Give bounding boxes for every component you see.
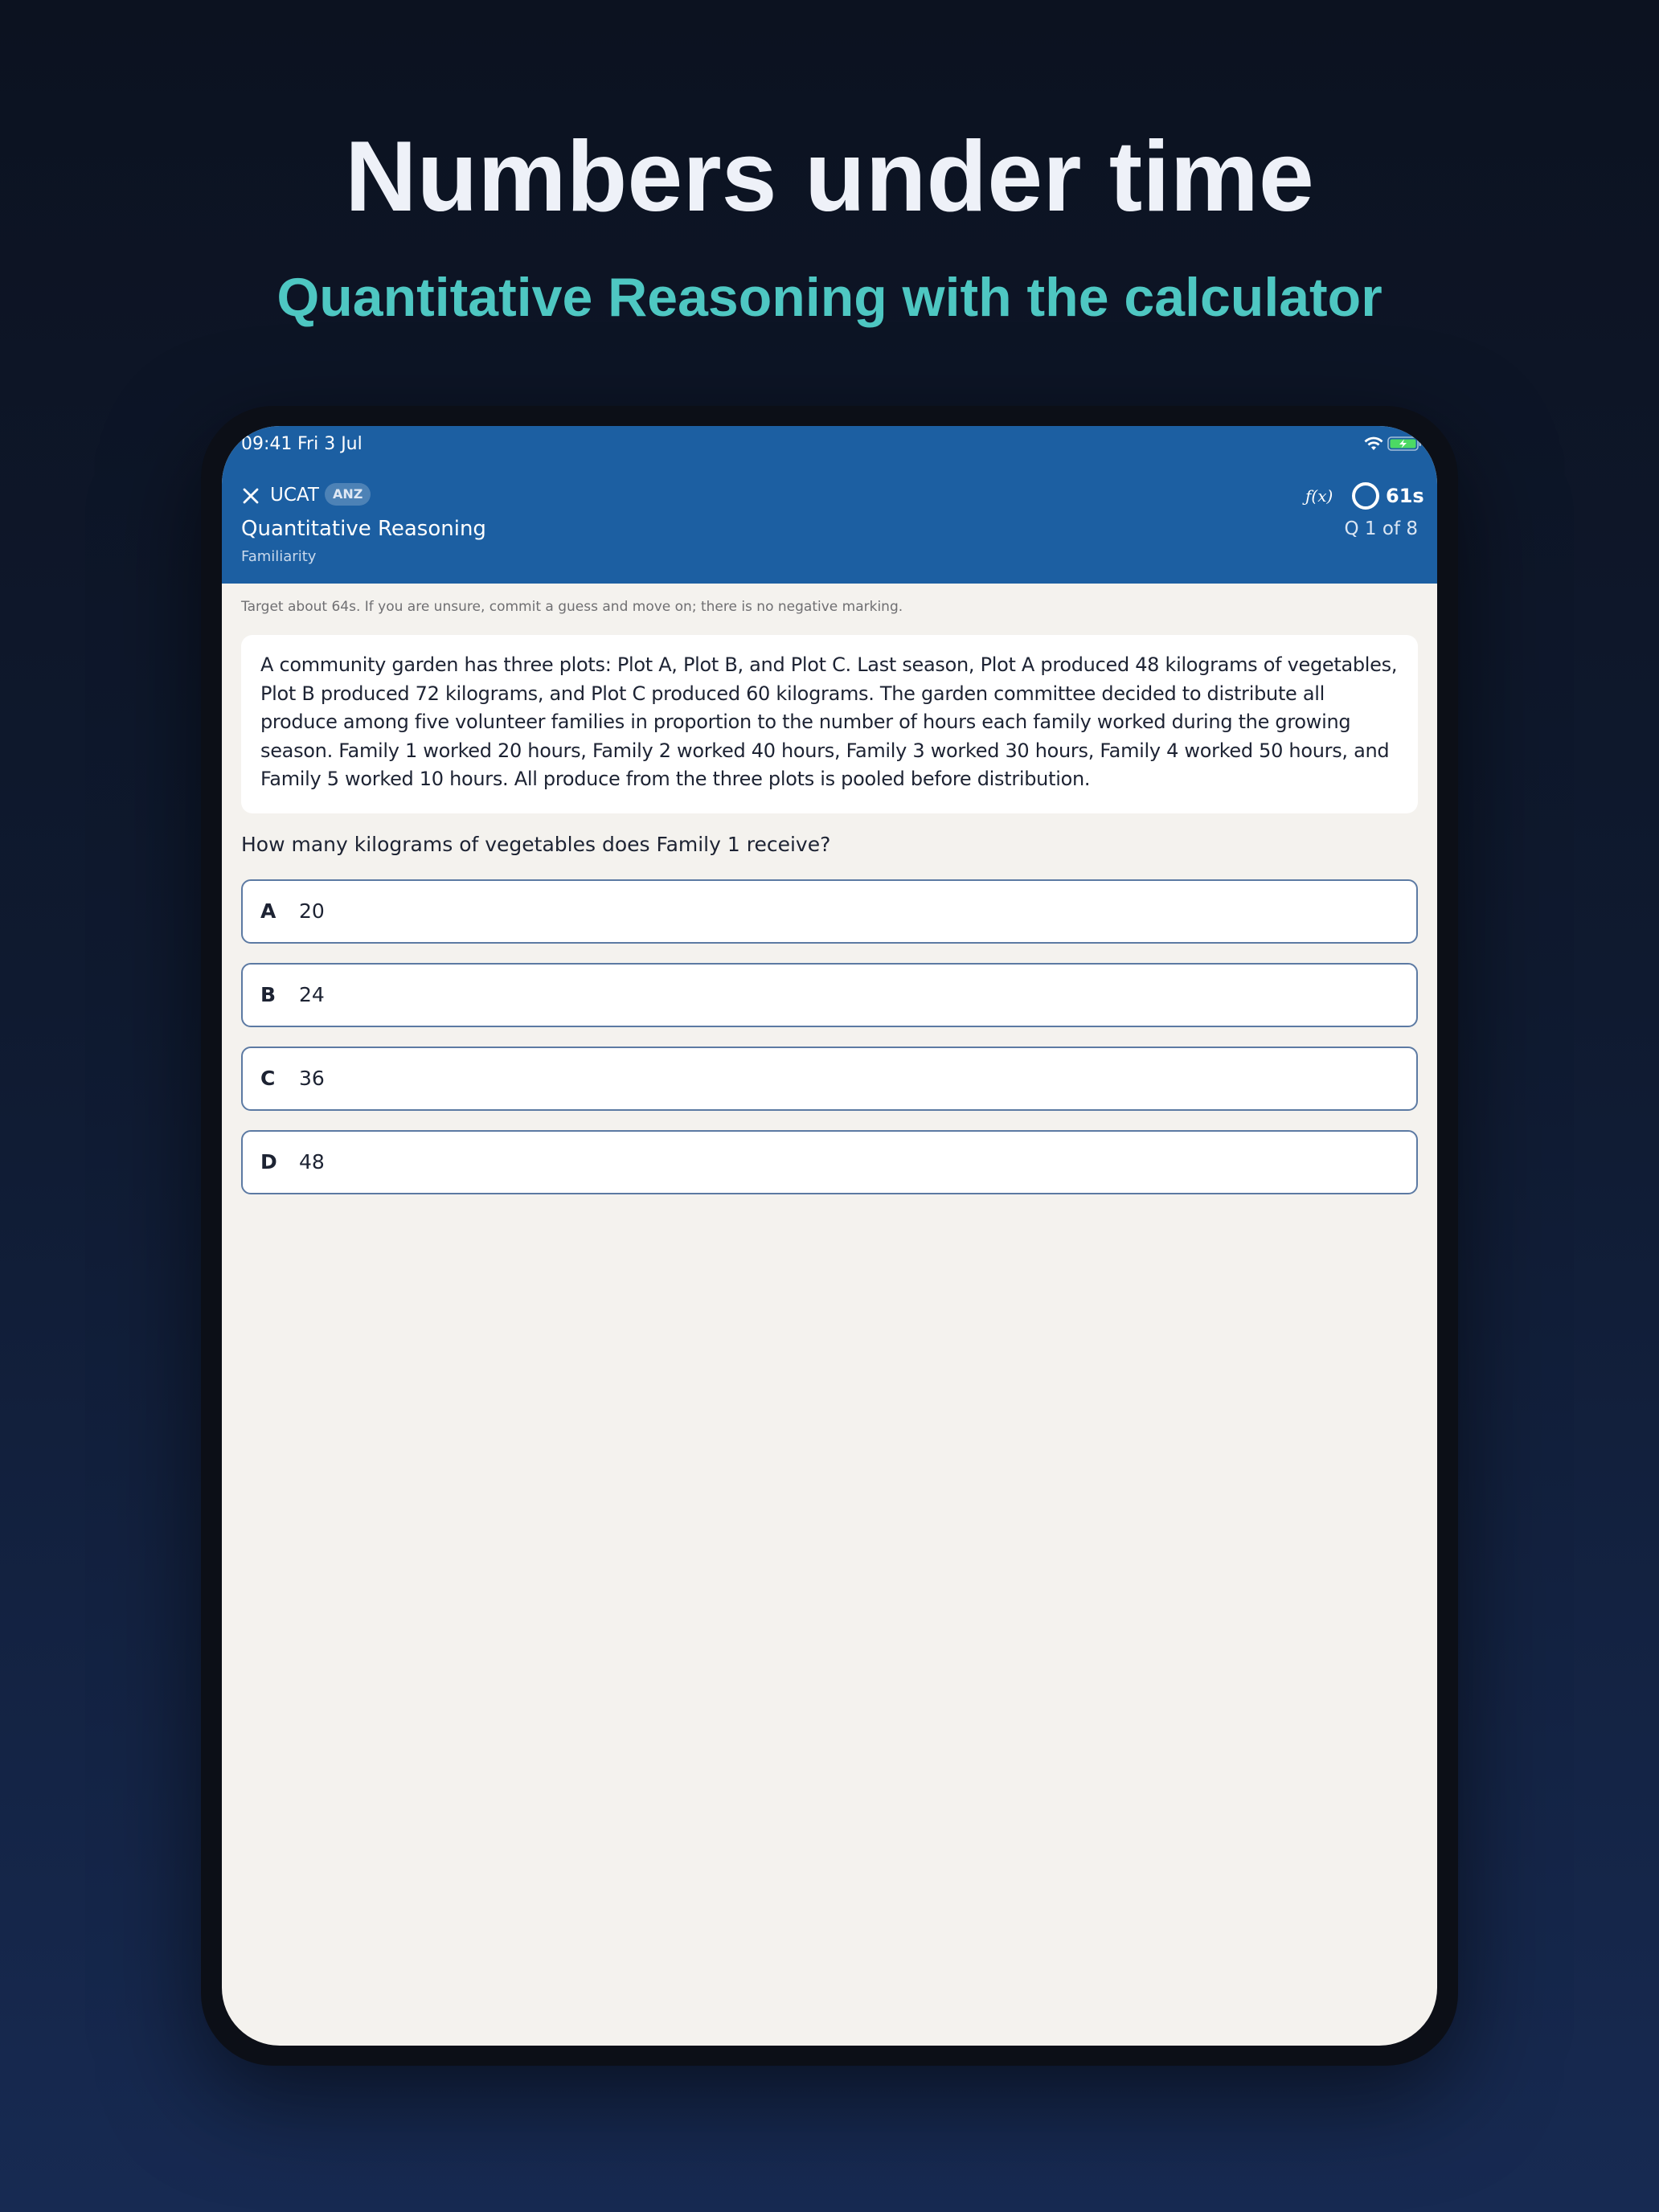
option-letter: D xyxy=(260,1150,277,1174)
region-badge: ANZ xyxy=(325,483,371,506)
app-header xyxy=(222,426,1437,584)
header-nav-row xyxy=(222,480,1437,512)
timer-value: 61s xyxy=(1386,485,1424,507)
passage-text: A community garden has three plots: Plot A, Plot B, and Plot C. Last season, Plot A produced 48 kilograms of vegetables, Plot B produced 72 kilograms, and Plot C produced 60 kilograms. The garden committee decided to distribute all produce among five volunteer families in proportion to the number of hours each family worked during the growing season. Family 1 worked 20 hours, Family 2 worked 40 hours, Family 3 worked 30 hours, Family 4 worked 50 hours, and Family 5 worked 10 hours. All produce from the three plots is pooled before distribution. xyxy=(260,653,1398,790)
mode-label: Familiarity xyxy=(241,548,317,565)
calculator-button[interactable]: ƒ(x) xyxy=(1305,486,1333,506)
answer-option-b[interactable] xyxy=(241,963,1418,1027)
option-letter: C xyxy=(260,1067,276,1090)
timing-hint: Target about 64s. If you are unsure, commit a guess and move on; there is no negative marking. xyxy=(241,599,903,615)
option-value: 48 xyxy=(299,1150,325,1174)
question-counter: Q 1 of 8 xyxy=(1344,518,1418,539)
answer-option-c[interactable] xyxy=(241,1047,1418,1111)
option-value: 24 xyxy=(299,983,325,1006)
section-title: Quantitative Reasoning xyxy=(241,517,486,541)
passage-card xyxy=(241,635,1418,813)
option-letter: A xyxy=(260,899,276,923)
battery-charging-icon xyxy=(1387,436,1423,452)
option-letter: B xyxy=(260,983,276,1006)
answer-option-d[interactable] xyxy=(241,1130,1418,1194)
status-time: 09:41 xyxy=(241,434,293,454)
question-stem: How many kilograms of vegetables does Family 1 receive? xyxy=(241,833,831,856)
timer-ring-icon xyxy=(1352,482,1379,510)
answer-option-a[interactable] xyxy=(241,879,1418,944)
wifi-icon xyxy=(1363,436,1384,452)
close-icon[interactable] xyxy=(241,486,260,506)
hero-subtitle: Quantitative Reasoning with the calculator xyxy=(276,267,1382,328)
status-date: Fri 3 Jul xyxy=(297,434,363,454)
app-name: UCAT xyxy=(270,485,319,506)
hero-title: Numbers under time xyxy=(345,121,1314,232)
tablet-frame xyxy=(201,406,1458,2066)
option-value: 36 xyxy=(299,1067,325,1090)
app-screen xyxy=(222,426,1437,2046)
option-value: 20 xyxy=(299,899,325,923)
status-bar xyxy=(222,426,1437,466)
